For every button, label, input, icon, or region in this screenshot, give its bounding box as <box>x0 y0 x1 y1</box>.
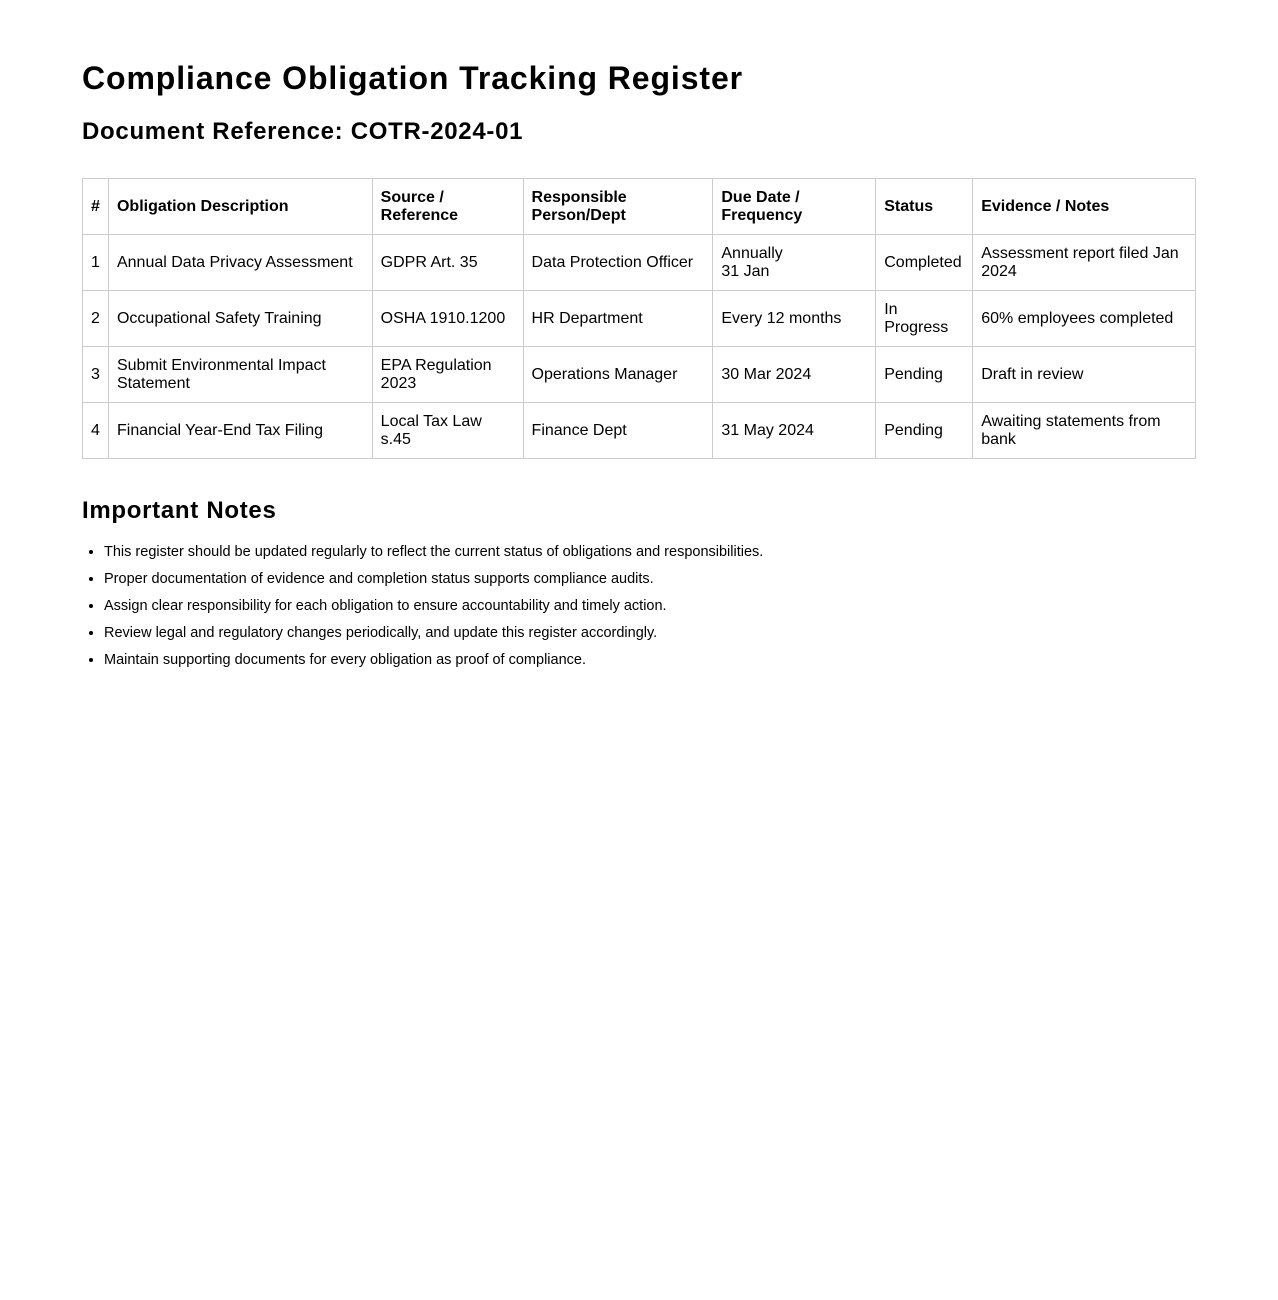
row-number: 4 <box>83 403 109 459</box>
table-header-row <box>83 179 1196 235</box>
table-row <box>83 347 1196 403</box>
row-responsible: Operations Manager <box>523 347 713 403</box>
document-reference: Document Reference: COTR-2024-01 <box>82 118 524 145</box>
row-due-date <box>713 235 876 291</box>
row-status: Pending <box>876 403 973 459</box>
list-item: • Proper documentation of evidence and completion status supports compliance audits. <box>104 570 1104 589</box>
row-description: Submit Environmental Impact Statement <box>108 347 372 403</box>
row-source: OSHA 1910.1200 <box>372 291 523 347</box>
row-number: 1 <box>83 235 109 291</box>
due-date-line: Annually <box>721 244 783 262</box>
list-item: • Maintain supporting documents for every obligation as proof of compliance. <box>104 651 1104 670</box>
table-row <box>83 291 1196 347</box>
row-due-date <box>713 291 876 347</box>
list-item: • This register should be updated regularly to reflect the current status of obligations and responsibilities. <box>104 543 1104 562</box>
row-responsible: HR Department <box>523 291 713 347</box>
row-evidence: Assessment report filed Jan 2024 <box>973 235 1196 291</box>
due-date-line: 31 May 2024 <box>721 421 814 439</box>
page-title: Compliance Obligation Tracking Register <box>82 60 744 96</box>
row-evidence: Awaiting statements from bank <box>973 403 1196 459</box>
row-description: Annual Data Privacy Assessment <box>108 235 372 291</box>
header-responsible: Responsible Person/Dept <box>523 179 713 235</box>
header-source: Source / Reference <box>372 179 523 235</box>
row-responsible: Data Protection Officer <box>523 235 713 291</box>
row-number: 2 <box>83 291 109 347</box>
row-description: Financial Year-End Tax Filing <box>108 403 372 459</box>
row-source: Local Tax Law s.45 <box>372 403 523 459</box>
row-number: 3 <box>83 347 109 403</box>
table-row <box>83 403 1196 459</box>
row-source: EPA Regulation 2023 <box>372 347 523 403</box>
due-date-line: 31 Jan <box>721 262 770 280</box>
notes-heading: Important Notes <box>82 497 277 524</box>
row-due-date <box>713 403 876 459</box>
due-date-line: Every 12 months <box>721 309 842 327</box>
row-due-date <box>713 347 876 403</box>
row-status: In Progress <box>876 291 973 347</box>
row-status: Completed <box>876 235 973 291</box>
header-number: # <box>83 179 109 235</box>
row-source: GDPR Art. 35 <box>372 235 523 291</box>
due-date-line: 30 Mar 2024 <box>721 365 812 383</box>
row-evidence: 60% employees completed <box>973 291 1196 347</box>
header-description: Obligation Description <box>108 179 372 235</box>
header-evidence: Evidence / Notes <box>973 179 1196 235</box>
row-responsible: Finance Dept <box>523 403 713 459</box>
notes-list <box>82 543 1104 678</box>
header-due-date: Due Date / Frequency <box>713 179 876 235</box>
list-item: • Review legal and regulatory changes periodically, and update this register accordingly. <box>104 624 1104 643</box>
row-evidence: Draft in review <box>973 347 1196 403</box>
row-status: Pending <box>876 347 973 403</box>
obligations-table <box>82 178 1196 459</box>
table-row <box>83 235 1196 291</box>
header-status: Status <box>876 179 973 235</box>
row-description: Occupational Safety Training <box>108 291 372 347</box>
list-item: • Assign clear responsibility for each obligation to ensure accountability and timely action. <box>104 597 1104 616</box>
